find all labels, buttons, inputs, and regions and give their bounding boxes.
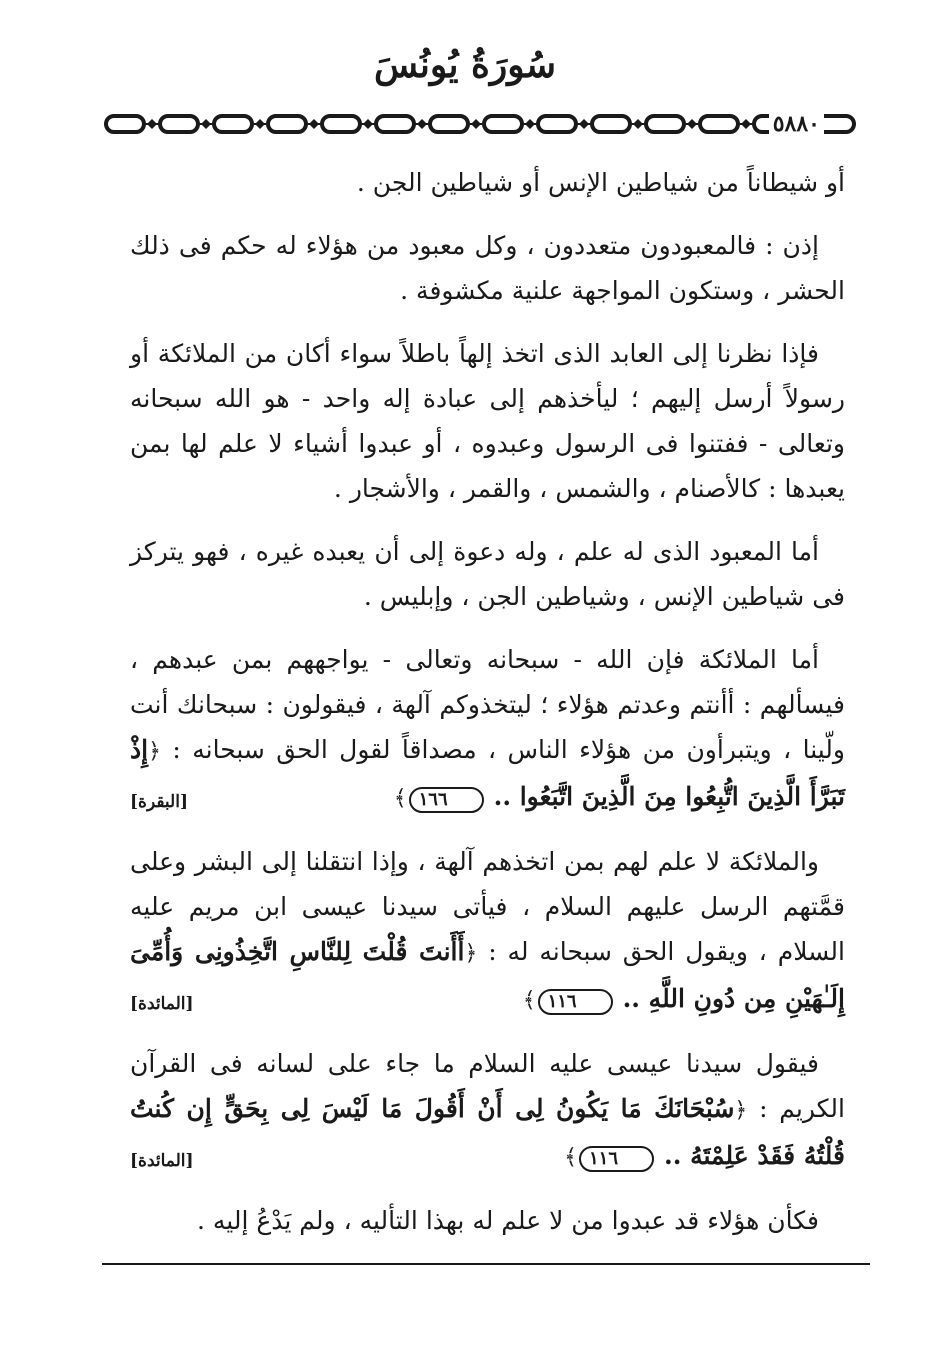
ornament-chain-icon bbox=[100, 110, 860, 138]
surah-source-label: [البقرة] bbox=[130, 792, 189, 812]
paragraph-1: أو شيطاناً من شياطين الإنس أو شياطين الجن . bbox=[356, 168, 845, 197]
surah-title: سُورَةُ يُونُسَ bbox=[373, 44, 557, 86]
chain-link bbox=[322, 116, 360, 132]
ayah-number-badge: ١٦٦ bbox=[409, 787, 484, 813]
verse-close-bracket: ﴾ bbox=[522, 988, 536, 1013]
chain-diamond bbox=[147, 119, 157, 129]
page-body bbox=[130, 160, 845, 1261]
page-number: ٥٨٨٠ bbox=[769, 110, 824, 138]
verse-close-bracket: ﴾ bbox=[393, 786, 407, 811]
chain-link bbox=[646, 116, 684, 132]
chain-link bbox=[214, 116, 252, 132]
surah-source-label: [المائدة] bbox=[130, 1151, 194, 1171]
chain-link bbox=[106, 116, 144, 132]
chain-link bbox=[484, 116, 522, 132]
quran-verse: سُبْحَانَكَ مَا يَكُونُ لِى أَنْ أَقُولَ مَا لَيْسَ لِى بِحَقٍّ إِن كُنتُ قُلْتُهُ فَقَدْ عَلِمْتَهُ .. bbox=[130, 1094, 845, 1170]
surah-source-label: [المائدة] bbox=[130, 994, 194, 1014]
quran-verse: إِذْ تَبَرَّأَ الَّذِينَ اتُّبِعُوا مِنَ الَّذِينَ اتَّبَعُوا .. bbox=[130, 735, 845, 811]
verse-open-bracket: ﴿ bbox=[734, 1098, 748, 1123]
paragraph-5: أما الملائكة فإن الله - سبحانه وتعالى - يواجههم بمن عبدهم ، فيسألهم : أأنتم وعدتم هؤلاء ؛ ليتخذوكم آلهة ، فيقولون : سبحانك أنت ولّينا ، ويتبرأون من هؤلاء الناس ، مصداقاً لقول الحق سبحانه : ﴿إِذْ تَبَرَّأَ الَّذِينَ اتُّبِعُوا مِنَ الَّذِينَ اتَّبَعُوا .. ١٦٦﴾ [البقرة] bbox=[130, 637, 845, 821]
paragraph-6: والملائكة لا علم لهم بمن اتخذهم آلهة ، وإذا انتقلنا إلى البشر وعلى قمَّتهم الرسل عليهم السلام ، فيأتى سيدنا عيسى ابن مريم عليه السلام ، ويقول الحق سبحانه له : ﴿أَأَنتَ قُلْتَ لِلنَّاسِ اتَّخِذُونِى وَأُمِّىَ إِلَـٰهَيْنِ مِن دُونِ اللَّهِ .. ١١٦﴾ [المائدة] bbox=[130, 839, 845, 1023]
chain-link bbox=[538, 116, 576, 132]
decorative-header-band bbox=[100, 110, 860, 138]
chain-diamond bbox=[471, 119, 481, 129]
chain-diamond bbox=[201, 119, 211, 129]
chain-diamond bbox=[309, 119, 319, 129]
chain-diamond bbox=[687, 119, 697, 129]
verse-open-bracket: ﴿ bbox=[148, 739, 161, 764]
footer-divider bbox=[102, 1263, 870, 1265]
chain-link bbox=[592, 116, 630, 132]
verse-open-bracket: ﴿ bbox=[464, 941, 478, 966]
verse-close-bracket: ﴾ bbox=[564, 1145, 578, 1170]
chain-diamond bbox=[741, 119, 751, 129]
ayah-number-badge: ١١٦ bbox=[579, 1146, 654, 1172]
paragraph-4: أما المعبود الذى له علم ، وله دعوة إلى أن يعبده غيره ، فهو يتركز فى شياطين الإنس ، وشياطين الجن ، وإبليس . bbox=[130, 537, 845, 611]
quran-verse: أَأَنتَ قُلْتَ لِلنَّاسِ اتَّخِذُونِى وَأُمِّىَ إِلَـٰهَيْنِ مِن دُونِ اللَّهِ .. bbox=[130, 937, 845, 1013]
paragraph-8: فكأن هؤلاء قد عبدوا من لا علم له بهذا التأليه ، ولم يَدْعُ إليه . bbox=[197, 1206, 819, 1235]
chain-diamond bbox=[633, 119, 643, 129]
chain-diamond bbox=[525, 119, 535, 129]
chain-diamond bbox=[579, 119, 589, 129]
paragraph-2: إذن : فالمعبودون متعددون ، وكل معبود من هؤلاء له حكم فى ذلك الحشر ، وستكون المواجهة علنية مكشوفة . bbox=[130, 231, 845, 305]
chain-diamond bbox=[255, 119, 265, 129]
chain-link bbox=[268, 116, 306, 132]
chain-link bbox=[700, 116, 738, 132]
paragraph-3: فإذا نظرنا إلى العابد الذى اتخذ إلهاً باطلاً سواء أكان من الملائكة أو رسولاً أرسل إليهم ؛ ليأخذهم إلى عبادة إله واحد - هو الله سبحانه وتعالى - ففتنوا فى الرسول وعبدوه ، أو عبدوا أشياء لا علم لها بمن يعبدها : كالأصنام ، والشمس ، والقمر ، والأشجار . bbox=[130, 339, 845, 503]
chain-diamond bbox=[363, 119, 373, 129]
paragraph-7: فيقول سيدنا عيسى عليه السلام ما جاء على لسانه فى القرآن الكريم : ﴿سُبْحَانَكَ مَا يَكُونُ لِى أَنْ أَقُولَ مَا لَيْسَ لِى بِحَقٍّ إِن كُنتُ قُلْتُهُ فَقَدْ عَلِمْتَهُ .. ١١٦﴾ [المائدة] bbox=[130, 1041, 845, 1180]
ayah-number-badge: ١١٦ bbox=[538, 989, 613, 1015]
chain-diamond bbox=[417, 119, 427, 129]
chain-link bbox=[160, 116, 198, 132]
chain-link bbox=[430, 116, 468, 132]
chain-link bbox=[376, 116, 414, 132]
